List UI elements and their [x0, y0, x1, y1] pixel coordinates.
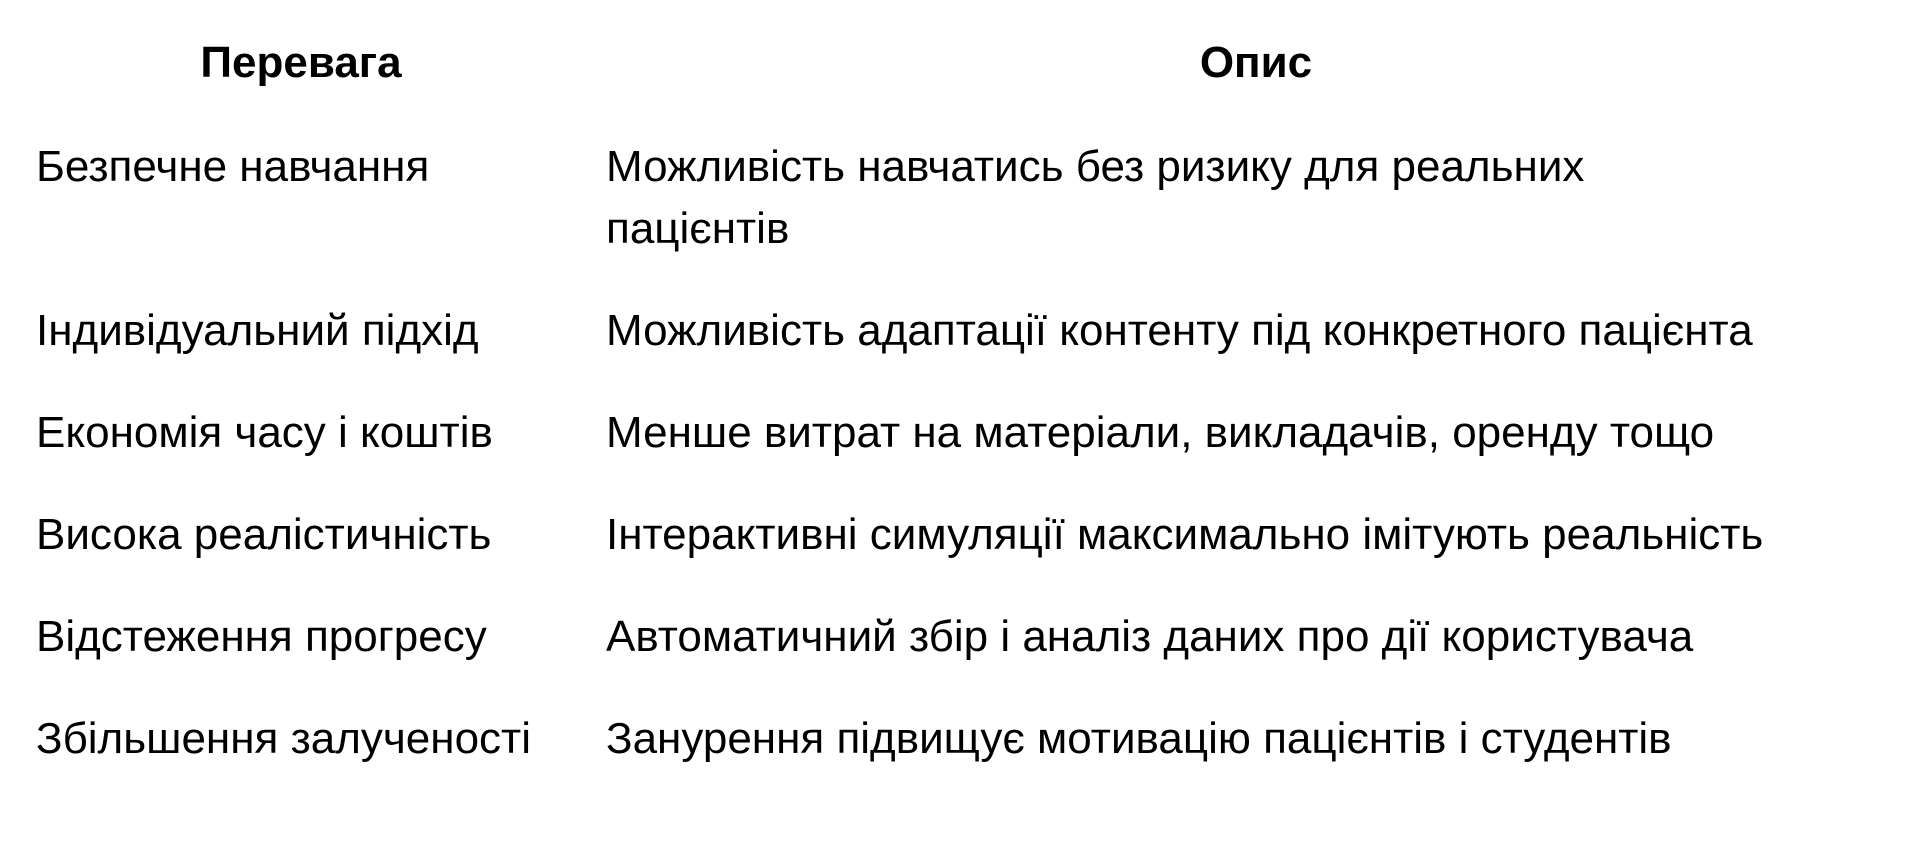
description-cell [566, 98, 1906, 260]
advantage-cell: Безпечне навчання [36, 142, 430, 191]
advantage-cell: Висока реалістичність [36, 510, 492, 559]
description-cell: Автоматичний збір і аналіз даних про дії користувача [606, 612, 1694, 661]
description-cell: Інтерактивні симуляції максимально імітують реальність [606, 510, 1764, 559]
table-row [36, 362, 1906, 464]
table-row [36, 566, 1906, 668]
description-cell: Занурення підвищує мотивацію пацієнтів і студентів [606, 714, 1672, 763]
advantages-table [36, 28, 1906, 770]
advantage-cell: Відстеження прогресу [36, 612, 487, 661]
table-row [36, 260, 1906, 362]
description-line: пацієнтів [606, 204, 790, 253]
table-row [36, 668, 1906, 770]
header-description: Опис [1199, 38, 1313, 87]
table-row [36, 98, 1906, 260]
description-cell: Менше витрат на матеріали, викладачів, оренду тощо [606, 408, 1715, 457]
table-header-row [36, 28, 1906, 98]
description-cell: Можливість адаптації контенту під конкретного пацієнта [606, 306, 1753, 355]
advantage-cell: Збільшення залученості [36, 714, 531, 763]
advantage-cell: Індивідуальний підхід [36, 306, 479, 355]
table-row [36, 464, 1906, 566]
header-advantage: Перевага [200, 38, 402, 87]
description-line: Можливість навчатись без ризику для реальних [606, 142, 1585, 191]
advantage-cell: Економія часу і коштів [36, 408, 493, 457]
